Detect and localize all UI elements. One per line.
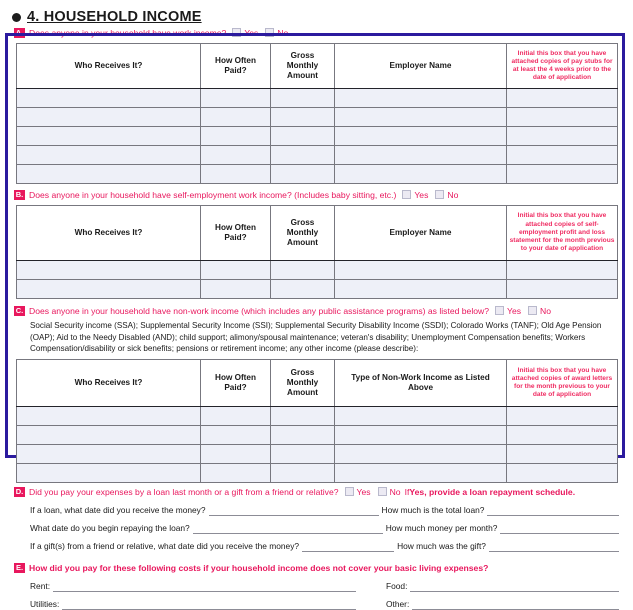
section-d-no-checkbox[interactable]	[378, 487, 387, 496]
header-who-receives: Who Receives It?	[17, 44, 201, 89]
section-d-no-label: No	[389, 486, 401, 497]
e-utilities-field	[30, 599, 370, 610]
header-how-often-paid: How Often Paid?	[201, 360, 271, 407]
cell-employer[interactable]	[335, 261, 507, 280]
e-rent-label: Rent:	[30, 581, 51, 592]
d-line1-left-input[interactable]	[209, 506, 379, 516]
section-d-line-2	[0, 523, 633, 534]
cell-often[interactable]	[201, 89, 271, 108]
cell-who[interactable]	[17, 426, 201, 445]
cell-often[interactable]	[201, 426, 271, 445]
section-e-row-1	[0, 581, 633, 592]
table-header-row	[17, 360, 618, 407]
cell-gross[interactable]	[271, 108, 335, 127]
cell-who[interactable]	[17, 165, 201, 184]
section-d-yes-label: Yes	[356, 486, 371, 497]
header-gross-monthly-amount: Gross Monthly Amount	[271, 360, 335, 407]
section-e	[0, 561, 633, 610]
d-line3-left-input[interactable]	[302, 542, 394, 552]
cell-gross[interactable]	[271, 280, 335, 299]
cell-employer[interactable]	[335, 146, 507, 165]
cell-initial[interactable]	[507, 108, 618, 127]
section-e-row-2	[0, 599, 633, 610]
cell-employer[interactable]	[335, 127, 507, 146]
cell-employer[interactable]	[335, 89, 507, 108]
work-income-table	[16, 43, 618, 184]
header-how-often-paid: How Often Paid?	[201, 206, 271, 261]
cell-type[interactable]	[335, 407, 507, 426]
d-line3-right-label: How much was the gift?	[397, 541, 486, 552]
section-e-question-row	[0, 561, 633, 574]
section-d-line-1	[0, 505, 633, 516]
cell-initial[interactable]	[507, 445, 618, 464]
e-utilities-input[interactable]	[62, 600, 356, 610]
cell-gross[interactable]	[271, 445, 335, 464]
e-food-input[interactable]	[410, 582, 619, 592]
section-b-yes-checkbox[interactable]	[402, 190, 411, 199]
header-initial-box-note: Initial this box that you have attached copies of pay stubs for at least the 4 weeks prior to the date of application	[507, 44, 618, 89]
table-row[interactable]	[17, 426, 618, 445]
section-a-no-label: No	[277, 27, 289, 38]
income-frame-content	[0, 43, 633, 483]
header-gross-monthly-amount: Gross Monthly Amount	[271, 206, 335, 261]
section-e-badge: E.	[15, 562, 24, 572]
header-employer-name: Employer Name	[335, 206, 507, 261]
header-gross-monthly-amount: Gross Monthly Amount	[271, 44, 335, 89]
table-row[interactable]	[17, 407, 618, 426]
section-d-suffix-yes: Yes	[409, 486, 425, 497]
d-line1-right-input[interactable]	[487, 506, 619, 516]
cell-often[interactable]	[201, 146, 271, 165]
cell-who[interactable]	[17, 407, 201, 426]
cell-type[interactable]	[335, 426, 507, 445]
cell-gross[interactable]	[271, 261, 335, 280]
cell-who[interactable]	[17, 280, 201, 299]
section-c-no-checkbox[interactable]	[528, 306, 537, 315]
section-c-income-types-description: Social Security income (SSA); Supplemental Security Income (SSI); Supplemental Security Disability Income (SSDI); Colorado Works (TANF); Old Age Pension (OAP); Aid to the Needy Disabled (AND); child support; alimony/spousal maintenance; veteran's disability; Unemployment Compensation benefits; Workers Compensation/disability or sick benefits; pensions or retirement income; any other income (please describe):	[30, 321, 602, 354]
cell-initial[interactable]	[507, 280, 618, 299]
cell-initial[interactable]	[507, 146, 618, 165]
cell-employer[interactable]	[335, 108, 507, 127]
section-d-question-text: Did you pay your expenses by a loan last month or a gift from a friend or relative?	[29, 486, 339, 497]
e-other-input[interactable]	[412, 600, 619, 610]
d-line1-right-label: How much is the total loan?	[381, 505, 485, 516]
table-header-row	[17, 44, 618, 89]
cell-initial[interactable]	[507, 407, 618, 426]
cell-who[interactable]	[17, 127, 201, 146]
cell-employer[interactable]	[335, 165, 507, 184]
cell-often[interactable]	[201, 445, 271, 464]
cell-gross[interactable]	[271, 407, 335, 426]
e-rent-input[interactable]	[53, 582, 356, 592]
e-utilities-label: Utilities:	[30, 599, 60, 610]
cell-often[interactable]	[201, 280, 271, 299]
cell-often[interactable]	[201, 108, 271, 127]
header-how-often-paid: How Often Paid?	[201, 44, 271, 89]
section-d-suffix-rest: , provide a loan repayment schedule.	[424, 486, 576, 497]
d-line1-left-label: If a loan, what date did you receive the money?	[30, 505, 206, 516]
section-a-badge: A.	[15, 27, 24, 37]
section-e-question-text: How did you pay for these following costs if your household income does not cover your basic living expenses?	[29, 562, 489, 573]
section-c-question-row	[0, 304, 633, 317]
section-a-yes-checkbox[interactable]	[232, 28, 241, 37]
header-who-receives: Who Receives It?	[17, 206, 201, 261]
section-a-yes-label: Yes	[244, 27, 259, 38]
cell-type[interactable]	[335, 445, 507, 464]
cell-who[interactable]	[17, 146, 201, 165]
header-initial-box-note: Initial this box that you have attached copies of self-employment profit and loss statement for the month previous to your date of application	[507, 206, 618, 261]
cell-who[interactable]	[17, 89, 201, 108]
cell-initial[interactable]	[507, 464, 618, 483]
self-employment-income-table	[16, 205, 618, 299]
cell-often[interactable]	[201, 407, 271, 426]
e-other-label: Other:	[386, 599, 410, 610]
header-initial-box-note: Initial this box that you have attached copies of award letters for the month previous to your date of application	[507, 360, 618, 407]
cell-initial[interactable]	[507, 426, 618, 445]
d-line2-right-label: How much money per month?	[385, 523, 498, 534]
d-line2-right-input[interactable]	[500, 524, 619, 534]
section-b-question-row	[0, 188, 633, 201]
table-header-row	[17, 206, 618, 261]
section-d-badge: D.	[15, 486, 24, 496]
e-food-field	[370, 581, 633, 592]
section-c-yes-checkbox[interactable]	[495, 306, 504, 315]
header-employer-name: Employer Name	[335, 44, 507, 89]
cell-often[interactable]	[201, 127, 271, 146]
header-type-of-non-work-income: Type of Non-Work Income as Listed Above	[335, 360, 507, 407]
cell-gross[interactable]	[271, 89, 335, 108]
section-a-question-row	[0, 26, 633, 39]
cell-gross[interactable]	[271, 426, 335, 445]
section-b-no-label: No	[447, 189, 459, 200]
cell-gross[interactable]	[271, 127, 335, 146]
cell-type[interactable]	[335, 464, 507, 483]
cell-often[interactable]	[201, 261, 271, 280]
bullet-icon	[12, 13, 21, 22]
section-b-no-checkbox[interactable]	[435, 190, 444, 199]
cell-initial[interactable]	[507, 89, 618, 108]
cell-initial[interactable]	[507, 261, 618, 280]
cell-often[interactable]	[201, 165, 271, 184]
page-title: 4. HOUSEHOLD INCOME	[27, 9, 202, 25]
cell-gross[interactable]	[271, 146, 335, 165]
d-line2-left-label: What date do you begin repaying the loan?	[30, 523, 190, 534]
section-c-no-label: No	[540, 305, 552, 316]
section-a-question-text: Does anyone in your household have work income?	[29, 27, 227, 38]
section-b-yes-label: Yes	[414, 189, 429, 200]
non-work-income-table	[16, 359, 618, 483]
d-line3-right-input[interactable]	[489, 542, 619, 552]
section-d-yes-checkbox[interactable]	[345, 487, 354, 496]
table-row[interactable]	[17, 127, 618, 146]
cell-who[interactable]	[17, 445, 201, 464]
cell-who[interactable]	[17, 108, 201, 127]
table-row[interactable]	[17, 146, 618, 165]
table-row[interactable]	[17, 165, 618, 184]
section-c-question-text: Does anyone in your household have non-work income (which includes any public assistance programs) as listed below?	[29, 305, 490, 316]
d-line3-left-label: If a gift(s) from a friend or relative, what date did you receive the money?	[30, 541, 300, 552]
d-line2-left-input[interactable]	[193, 524, 383, 534]
section-c-yes-label: Yes	[507, 305, 522, 316]
page-title-row	[0, 0, 633, 26]
table-row[interactable]	[17, 108, 618, 127]
e-food-label: Food:	[386, 581, 408, 592]
section-a-no-checkbox[interactable]	[265, 28, 274, 37]
e-rent-field	[30, 581, 370, 592]
section-b-badge: B.	[15, 189, 24, 199]
table-row[interactable]	[17, 445, 618, 464]
table-row[interactable]	[17, 261, 618, 280]
section-d	[0, 485, 633, 552]
section-c-badge: C.	[15, 305, 24, 315]
e-other-field	[370, 599, 633, 610]
cell-employer[interactable]	[335, 280, 507, 299]
section-b-question-text: Does anyone in your household have self-employment work income? (Includes baby sitting, etc.)	[29, 189, 397, 200]
section-d-suffix-if: If	[404, 486, 410, 497]
section-d-line-3	[0, 541, 633, 552]
table-row[interactable]	[17, 89, 618, 108]
cell-initial[interactable]	[507, 165, 618, 184]
header-who-receives: Who Receives It?	[17, 360, 201, 407]
cell-often[interactable]	[201, 464, 271, 483]
cell-initial[interactable]	[507, 127, 618, 146]
table-row[interactable]	[17, 464, 618, 483]
cell-gross[interactable]	[271, 165, 335, 184]
cell-gross[interactable]	[271, 464, 335, 483]
table-row[interactable]	[17, 280, 618, 299]
section-d-question-row	[0, 485, 633, 498]
cell-who[interactable]	[17, 464, 201, 483]
cell-who[interactable]	[17, 261, 201, 280]
